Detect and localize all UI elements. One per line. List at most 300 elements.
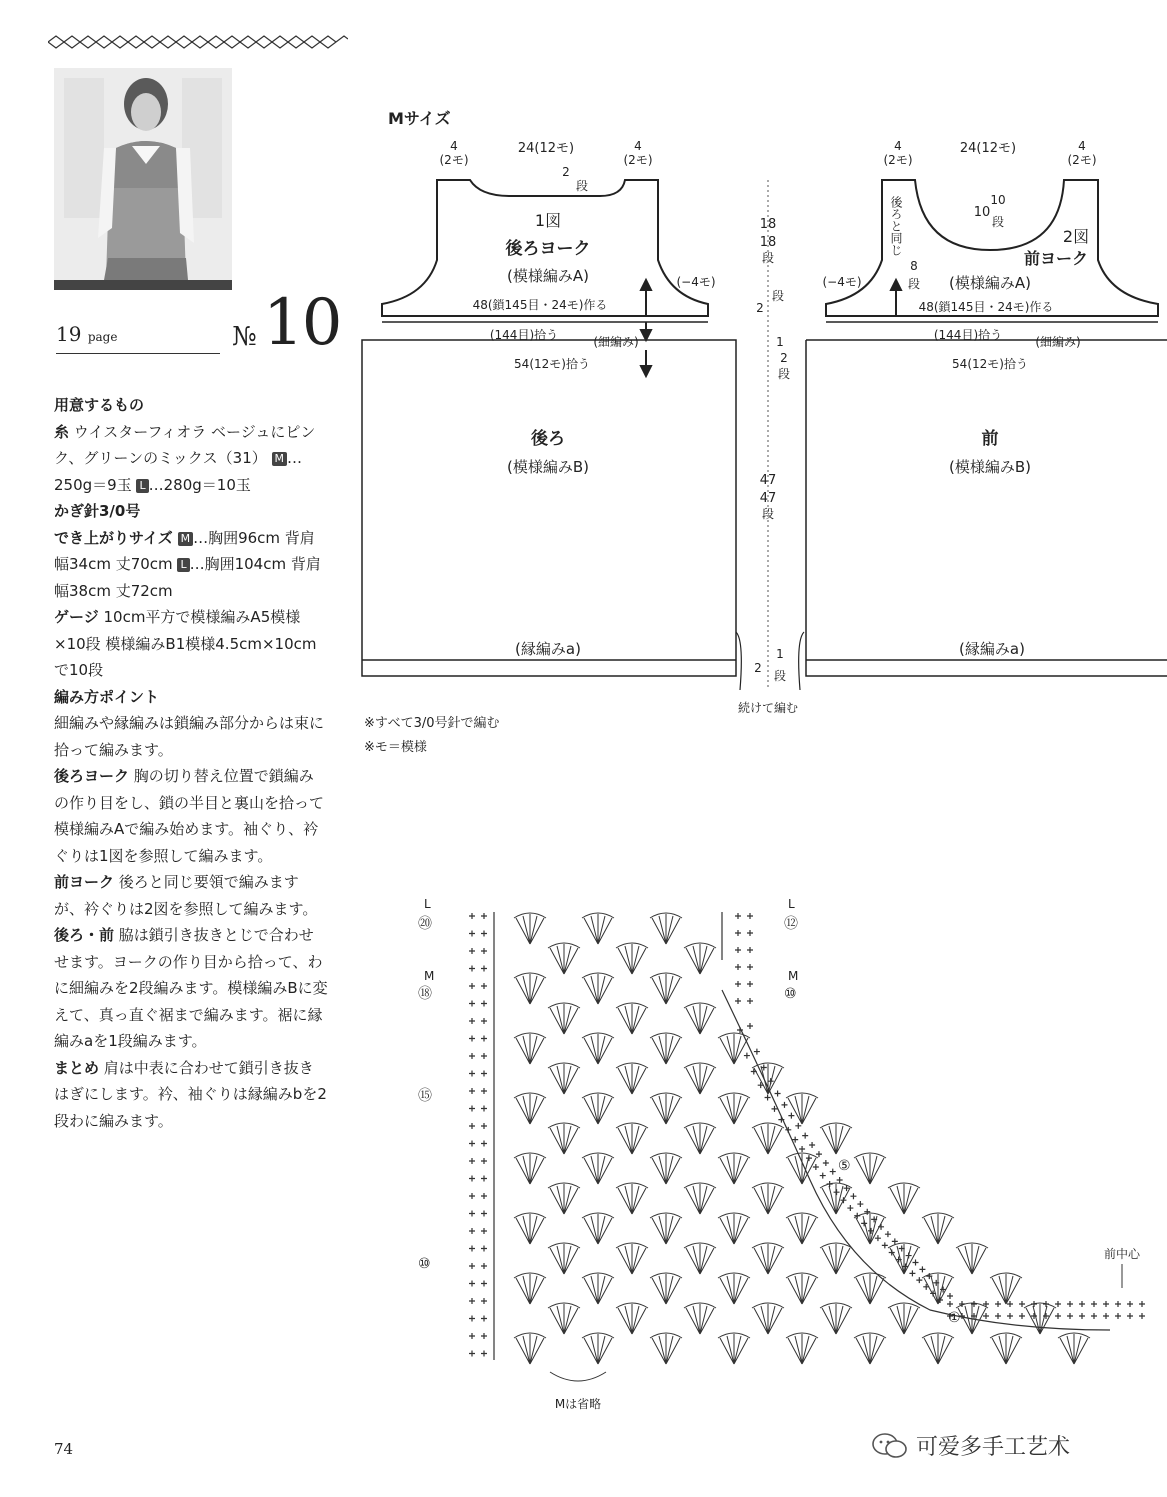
back-arrows	[641, 280, 651, 376]
model-photo	[54, 68, 232, 290]
stitch-fan	[548, 1183, 580, 1214]
stitch-sc	[850, 1193, 856, 1199]
front-neck-rows: 10	[990, 193, 1006, 207]
row-10-left: ⑩	[418, 1256, 431, 1272]
front-shoulder-right-sub: (2モ)	[1067, 153, 1097, 167]
stitch-sc	[469, 966, 475, 972]
stitch-sc	[882, 1242, 888, 1248]
stitch-sc	[775, 1090, 781, 1096]
front-side-dan: 段	[907, 277, 921, 291]
stitch-fan	[718, 1273, 750, 1304]
stitch-fan	[514, 913, 546, 944]
stitch-sc	[469, 1088, 475, 1094]
stitch-sc	[1091, 1313, 1097, 1319]
page-ref-number: 19	[56, 322, 82, 346]
stitch-sc	[744, 1053, 750, 1059]
stitch-fan	[650, 1333, 682, 1364]
page-number: 74	[54, 1440, 74, 1458]
body-text: 脇は鎖引き抜きとじで合わせせます。ヨークの作り目から拾って、わに細編みを2段編みます。模様編みBに変えて、真っ直ぐ裾まで編みます。裾に縁編みaを1段編みます。	[54, 926, 328, 1050]
yoke-cm: 18	[759, 217, 777, 232]
stitch-sc	[823, 1160, 829, 1166]
stitch-sc	[1019, 1313, 1025, 1319]
edge-rows: 1	[776, 647, 784, 661]
stitch-sc	[469, 1001, 475, 1007]
stitch-fan	[650, 1093, 682, 1124]
stitch-sc	[481, 1106, 487, 1112]
yarn-amount-m: …250g＝9玉	[54, 449, 303, 494]
chart-labels	[418, 897, 1141, 1411]
back-body-pattern: (模様編みB)	[507, 458, 589, 476]
stitch-sc	[903, 1264, 909, 1270]
stitch-sc	[983, 1313, 989, 1319]
stitch-sc	[481, 1158, 487, 1164]
stitch-sc	[481, 983, 487, 989]
stitch-fan	[786, 1213, 818, 1244]
front-same-as-back: 後ろと同じ	[889, 196, 903, 256]
stitch-sc	[1139, 1301, 1145, 1307]
gauge-text: 10cm平方で模様編みA5模様×10段 模様編みB1模様4.5cm×10cmで10段	[54, 608, 317, 679]
stitch-sc	[469, 1036, 475, 1042]
stitch-fan	[650, 973, 682, 1004]
row-10-right: ⑩	[784, 986, 797, 1002]
stitch-sc	[813, 1164, 819, 1170]
stitch-fan	[684, 1003, 716, 1034]
row-20: ⑳	[418, 916, 432, 932]
stitch-fan	[582, 913, 614, 944]
stitch-sc	[469, 1018, 475, 1024]
stitch-sc	[481, 1281, 487, 1287]
stitch-fan	[718, 1333, 750, 1364]
stitch-sc	[919, 1266, 925, 1272]
stitch-fan	[582, 1273, 614, 1304]
front-arrows	[891, 280, 901, 316]
back-shoulder-right-sub: (2モ)	[623, 153, 653, 167]
stitch-fan	[616, 1003, 648, 1034]
stitch-sc	[995, 1313, 1001, 1319]
note-needle: ※すべて3/0号針で編む	[364, 716, 500, 731]
stitch-sc	[747, 998, 753, 1004]
stitch-sc	[469, 948, 475, 954]
stitch-fan	[582, 1093, 614, 1124]
front-neck-depth: 10	[973, 205, 991, 220]
stitch-sc	[916, 1277, 922, 1283]
stitch-fan	[514, 1033, 546, 1064]
stitch-fan	[548, 1243, 580, 1274]
stitch-sc	[481, 1316, 487, 1322]
back-sc: (細編み)	[593, 335, 639, 349]
stitch-fan	[1058, 1333, 1090, 1364]
stitch-sc	[1043, 1301, 1049, 1307]
stitch-fan	[820, 1303, 852, 1334]
stitch-sc	[469, 983, 475, 989]
stitch-fan	[956, 1243, 988, 1274]
front-shoulder-right: 4	[1078, 139, 1086, 153]
stitch-sc	[481, 1053, 487, 1059]
stitch-fan	[990, 1273, 1022, 1304]
size-l-text: …胸囲104cm 背肩幅38cm 丈72cm	[54, 555, 321, 600]
stitch-fan	[582, 1153, 614, 1184]
stitch-fan	[616, 1063, 648, 1094]
back-labels	[440, 139, 716, 658]
stitch-sc	[847, 1205, 853, 1211]
stitch-sc	[469, 1228, 475, 1234]
stitch-sc	[481, 1001, 487, 1007]
stitch-sc	[469, 1158, 475, 1164]
body-dan: 段	[761, 507, 775, 521]
stitch-sc	[735, 947, 741, 953]
front-fig-label: 2図	[1062, 227, 1090, 246]
stitch-fan	[616, 1243, 648, 1274]
stitch-sc	[469, 1298, 475, 1304]
yarn-label: 糸	[54, 422, 70, 441]
stitch-fan	[718, 1153, 750, 1184]
stitch-sc	[747, 930, 753, 936]
stitch-sc	[995, 1301, 1001, 1307]
size-title: Mサイズ	[388, 109, 451, 128]
stitch-fan	[684, 1063, 716, 1094]
stitch-grid	[469, 913, 1145, 1364]
front-neck-dan: 段	[991, 215, 1005, 229]
continue-knitting: 続けて編む	[737, 701, 799, 715]
back-body-pickup: 54(12モ)拾う	[514, 357, 590, 371]
stitch-fan	[820, 1123, 852, 1154]
stitch-sc	[754, 1049, 760, 1055]
watermark-text: 可爱多手工艺术	[916, 1435, 1071, 1460]
stitch-fan	[786, 1093, 818, 1124]
center-front: 前中心	[1103, 1247, 1141, 1261]
front-sc: (細編み)	[1035, 335, 1081, 349]
stitch-sc	[469, 1263, 475, 1269]
stitch-fan	[752, 1123, 784, 1154]
stitch-fan	[854, 1153, 886, 1184]
label-m-left: M	[424, 969, 435, 983]
back-edging: (縁編みa)	[515, 640, 581, 658]
stitch-sc	[481, 1263, 487, 1269]
stitch-fan	[718, 1213, 750, 1244]
stitch-sc	[469, 1106, 475, 1112]
stitch-sc	[840, 1197, 846, 1203]
stitch-sc	[809, 1142, 815, 1148]
stitch-fan	[514, 1333, 546, 1364]
stitch-sc	[481, 1176, 487, 1182]
stitch-fan	[514, 1093, 546, 1124]
row-1: ①	[948, 1310, 961, 1326]
back-shoulder-right: 4	[634, 139, 642, 153]
stitch-sc	[481, 1246, 487, 1252]
stitch-fan	[684, 1123, 716, 1154]
stitch-fan	[888, 1243, 920, 1274]
stitch-sc	[735, 913, 741, 919]
size-l-badge: L	[136, 479, 148, 493]
label-l-right: L	[788, 897, 795, 911]
front-yoke-label: 前ヨーク	[54, 873, 115, 891]
stitch-sc	[1055, 1313, 1061, 1319]
stitch-sc	[1067, 1301, 1073, 1307]
stitch-sc	[469, 1193, 475, 1199]
front-piece	[806, 180, 1167, 676]
stitch-sc	[469, 1176, 475, 1182]
stitch-sc	[1127, 1301, 1133, 1307]
front-shoulder-left: 4	[894, 139, 902, 153]
front-body-pickup: 54(12モ)拾う	[952, 357, 1028, 371]
stitch-fan	[684, 1303, 716, 1334]
notes	[364, 712, 500, 760]
page-ref-unit: page	[87, 330, 118, 344]
size-m-badge: M	[272, 452, 288, 466]
stitch-sc	[795, 1123, 801, 1129]
stitch-sc	[1139, 1313, 1145, 1319]
note-mo: ※モ＝模様	[364, 740, 427, 755]
stitch-fan	[820, 1243, 852, 1274]
yoke-rows: 18	[759, 235, 777, 250]
stitch-sc	[469, 931, 475, 937]
stitch-sc	[469, 1246, 475, 1252]
front-body-name: 前	[981, 429, 999, 449]
stitch-sc	[469, 1333, 475, 1339]
stitch-sc	[481, 1036, 487, 1042]
back-neck-depth: 2	[562, 165, 570, 179]
stitch-sc	[1067, 1313, 1073, 1319]
m-omit: Mは省略	[554, 1397, 602, 1411]
stitch-sc	[747, 913, 753, 919]
stitch-sc	[1115, 1313, 1121, 1319]
stitch-sc	[469, 1053, 475, 1059]
stitch-sc	[481, 1211, 487, 1217]
front-start-chain: 48(鎖145目・24モ)作る	[918, 300, 1054, 314]
label-l-left: L	[424, 897, 431, 911]
body-top-cm: 1	[776, 335, 784, 349]
stitch-sc	[885, 1231, 891, 1237]
vertical-measures	[736, 180, 804, 715]
stitch-sc	[481, 1228, 487, 1234]
stitch-fan	[548, 1123, 580, 1154]
stitch-sc	[878, 1224, 884, 1230]
stitch-sc	[947, 1301, 953, 1307]
stitch-fan	[752, 1063, 784, 1094]
back-yoke-label: 後ろヨーク	[54, 767, 130, 785]
points-text: 細編みや縁編みは鎖編み部分からは束に拾って編みます。	[54, 714, 325, 759]
stitch-sc	[816, 1151, 822, 1157]
front-yoke-pattern: (模様編みA)	[949, 274, 1031, 292]
stitch-fan	[990, 1333, 1022, 1364]
stitch-fan	[888, 1183, 920, 1214]
points-label: 編み方ポイント	[54, 687, 160, 706]
front-armhole-dec: (−4モ)	[822, 275, 862, 289]
stitch-sc	[827, 1181, 833, 1187]
stitch-sc	[469, 1071, 475, 1077]
stitch-fan	[650, 1033, 682, 1064]
stitch-sc	[481, 1088, 487, 1094]
front-shoulder-left-sub: (2モ)	[883, 153, 913, 167]
stitch-sc	[837, 1177, 843, 1183]
stitch-fan	[684, 1243, 716, 1274]
stitch-sc	[1007, 1301, 1013, 1307]
body-top-rows: 2	[780, 351, 788, 365]
stitch-sc	[481, 1071, 487, 1077]
stitch-sc	[481, 948, 487, 954]
finish-label: まとめ	[54, 1058, 100, 1077]
stitch-sc	[768, 1078, 774, 1084]
front-body-pattern: (模様編みB)	[949, 458, 1031, 476]
stitch-fan	[752, 1303, 784, 1334]
stitch-fan	[548, 1303, 580, 1334]
stitch-sc	[875, 1235, 881, 1241]
back-yoke-pattern: (模様編みA)	[507, 267, 589, 285]
stitch-sc	[747, 1023, 753, 1029]
back-shoulder-left-sub: (2モ)	[439, 153, 469, 167]
stitch-sc	[735, 981, 741, 987]
yarn-amount-l: …280g＝10玉	[148, 475, 251, 494]
row-15: ⑮	[418, 1088, 432, 1104]
stitch-fan	[616, 1123, 648, 1154]
stitch-fan	[786, 1153, 818, 1184]
stitch-fan	[548, 1063, 580, 1094]
stitch-sc	[1031, 1301, 1037, 1307]
stitch-sc	[481, 1333, 487, 1339]
stitch-sc	[1079, 1301, 1085, 1307]
stitch-chart	[410, 890, 1167, 1420]
stitch-fan	[922, 1333, 954, 1364]
stitch-sc	[747, 981, 753, 987]
body-rows: 47	[759, 491, 777, 506]
stitch-sc	[747, 947, 753, 953]
schematic-diagram	[340, 100, 1167, 720]
stitch-fan	[514, 1273, 546, 1304]
stitch-fan	[514, 1213, 546, 1244]
stitch-sc	[469, 1123, 475, 1129]
stitch-sc	[469, 1211, 475, 1217]
chat-icon	[872, 1432, 908, 1460]
stitch-sc	[469, 1351, 475, 1357]
size-label: でき上がりサイズ	[54, 528, 173, 547]
back-shoulder-left: 4	[450, 139, 458, 153]
size-l-badge-2: L	[177, 558, 189, 572]
body-label: 後ろ・前	[54, 926, 115, 944]
stitch-sc	[806, 1155, 812, 1161]
stitch-sc	[469, 1281, 475, 1287]
front-yoke-text: 後ろと同じ要領で編みますが、衿ぐりは2図を参照して編みます。	[54, 873, 318, 918]
stitch-fan	[650, 913, 682, 944]
gauge-label: ゲージ	[54, 608, 99, 626]
stitch-sc	[923, 1284, 929, 1290]
stitch-sc	[909, 1270, 915, 1276]
stitch-fan	[786, 1333, 818, 1364]
stitch-sc	[481, 913, 487, 919]
instructions	[54, 392, 328, 1134]
stitch-sc	[1007, 1313, 1013, 1319]
stitch-fan	[548, 943, 580, 974]
stitch-sc	[1127, 1313, 1133, 1319]
stitch-fan	[684, 943, 716, 974]
edge-dan: 段	[773, 669, 787, 683]
stitch-sc	[481, 931, 487, 937]
sc-dan: 段	[771, 289, 785, 303]
stitch-fan	[650, 1153, 682, 1184]
stitch-sc	[469, 913, 475, 919]
size-m-badge-2: M	[178, 532, 194, 546]
front-side-rows: 8	[910, 259, 918, 273]
stitch-fan	[616, 1183, 648, 1214]
page-reference	[56, 322, 117, 346]
stitch-sc	[857, 1201, 863, 1207]
row-5: ⑤	[838, 1158, 851, 1174]
stitch-sc	[1079, 1313, 1085, 1319]
stitch-sc	[781, 1102, 787, 1108]
stitch-sc	[830, 1169, 836, 1175]
stitch-fan	[922, 1213, 954, 1244]
stitch-sc	[1115, 1301, 1121, 1307]
stitch-sc	[802, 1133, 808, 1139]
stitch-fan	[582, 1213, 614, 1244]
stitch-sc	[1019, 1301, 1025, 1307]
row-18: ⑱	[418, 986, 432, 1002]
label-m-right: M	[788, 969, 799, 983]
page-ref-underline	[56, 353, 220, 354]
stitch-sc	[747, 964, 753, 970]
stitch-sc	[758, 1082, 764, 1088]
stitch-sc	[913, 1260, 919, 1266]
stitch-fan	[582, 973, 614, 1004]
stitch-fan	[616, 943, 648, 974]
stitch-sc	[799, 1146, 805, 1152]
stitch-fan	[548, 1003, 580, 1034]
finish-text: 肩は中表に合わせて鎖引き抜きはぎにします。衿、袖ぐりは縁編みbを2段わに編みます。	[54, 1058, 327, 1130]
edge-cm: 2	[754, 661, 762, 675]
stitch-sc	[1103, 1301, 1109, 1307]
back-neck-depth-rows: 段	[575, 179, 589, 193]
back-fig-label: 1図	[534, 211, 562, 230]
stitch-fan	[650, 1213, 682, 1244]
yarn-text: ウイスターフィオラ ベージュにピンク、グリーンのミックス（31）	[54, 422, 316, 467]
back-body-name: 後ろ	[531, 429, 565, 449]
hook-size: かぎ針3/0号	[54, 502, 141, 520]
stitch-sc	[481, 1298, 487, 1304]
stitch-fan	[650, 1273, 682, 1304]
size-m-text: …胸囲96cm 背肩幅34cm 丈70cm	[54, 528, 315, 573]
stitch-fan	[582, 1333, 614, 1364]
stitch-fan	[582, 1033, 614, 1064]
stitch-sc	[1103, 1313, 1109, 1319]
stitch-fan	[616, 1303, 648, 1334]
stitch-sc	[834, 1189, 840, 1195]
back-neck-width: 24(12モ)	[517, 141, 575, 156]
stitch-sc	[1091, 1301, 1097, 1307]
body-cm: 47	[759, 473, 777, 488]
back-start-chain: 48(鎖145目・24モ)作る	[472, 298, 608, 312]
materials-heading: 用意するもの	[54, 396, 145, 414]
stitch-sc	[735, 930, 741, 936]
stitch-sc	[735, 964, 741, 970]
stitch-sc	[861, 1220, 867, 1226]
stitch-fan	[684, 1183, 716, 1214]
back-armhole-dec: (−4モ)	[676, 275, 716, 289]
stitch-sc	[481, 966, 487, 972]
stitch-sc	[906, 1253, 912, 1259]
stitch-sc	[947, 1293, 953, 1299]
number-mark: №	[232, 322, 257, 352]
back-yoke-name: 後ろヨーク	[505, 239, 591, 259]
stitch-sc	[469, 1316, 475, 1322]
stitch-sc	[469, 1141, 475, 1147]
stitch-fan	[514, 1153, 546, 1184]
stitch-sc	[481, 1018, 487, 1024]
stitch-sc	[735, 998, 741, 1004]
front-pickup: (144目)拾う	[933, 328, 1003, 342]
stitch-sc	[481, 1351, 487, 1357]
front-yoke-name: 前ヨーク	[1023, 249, 1089, 268]
body-top-dan: 段	[777, 367, 791, 381]
row-12: ⑫	[784, 916, 798, 932]
